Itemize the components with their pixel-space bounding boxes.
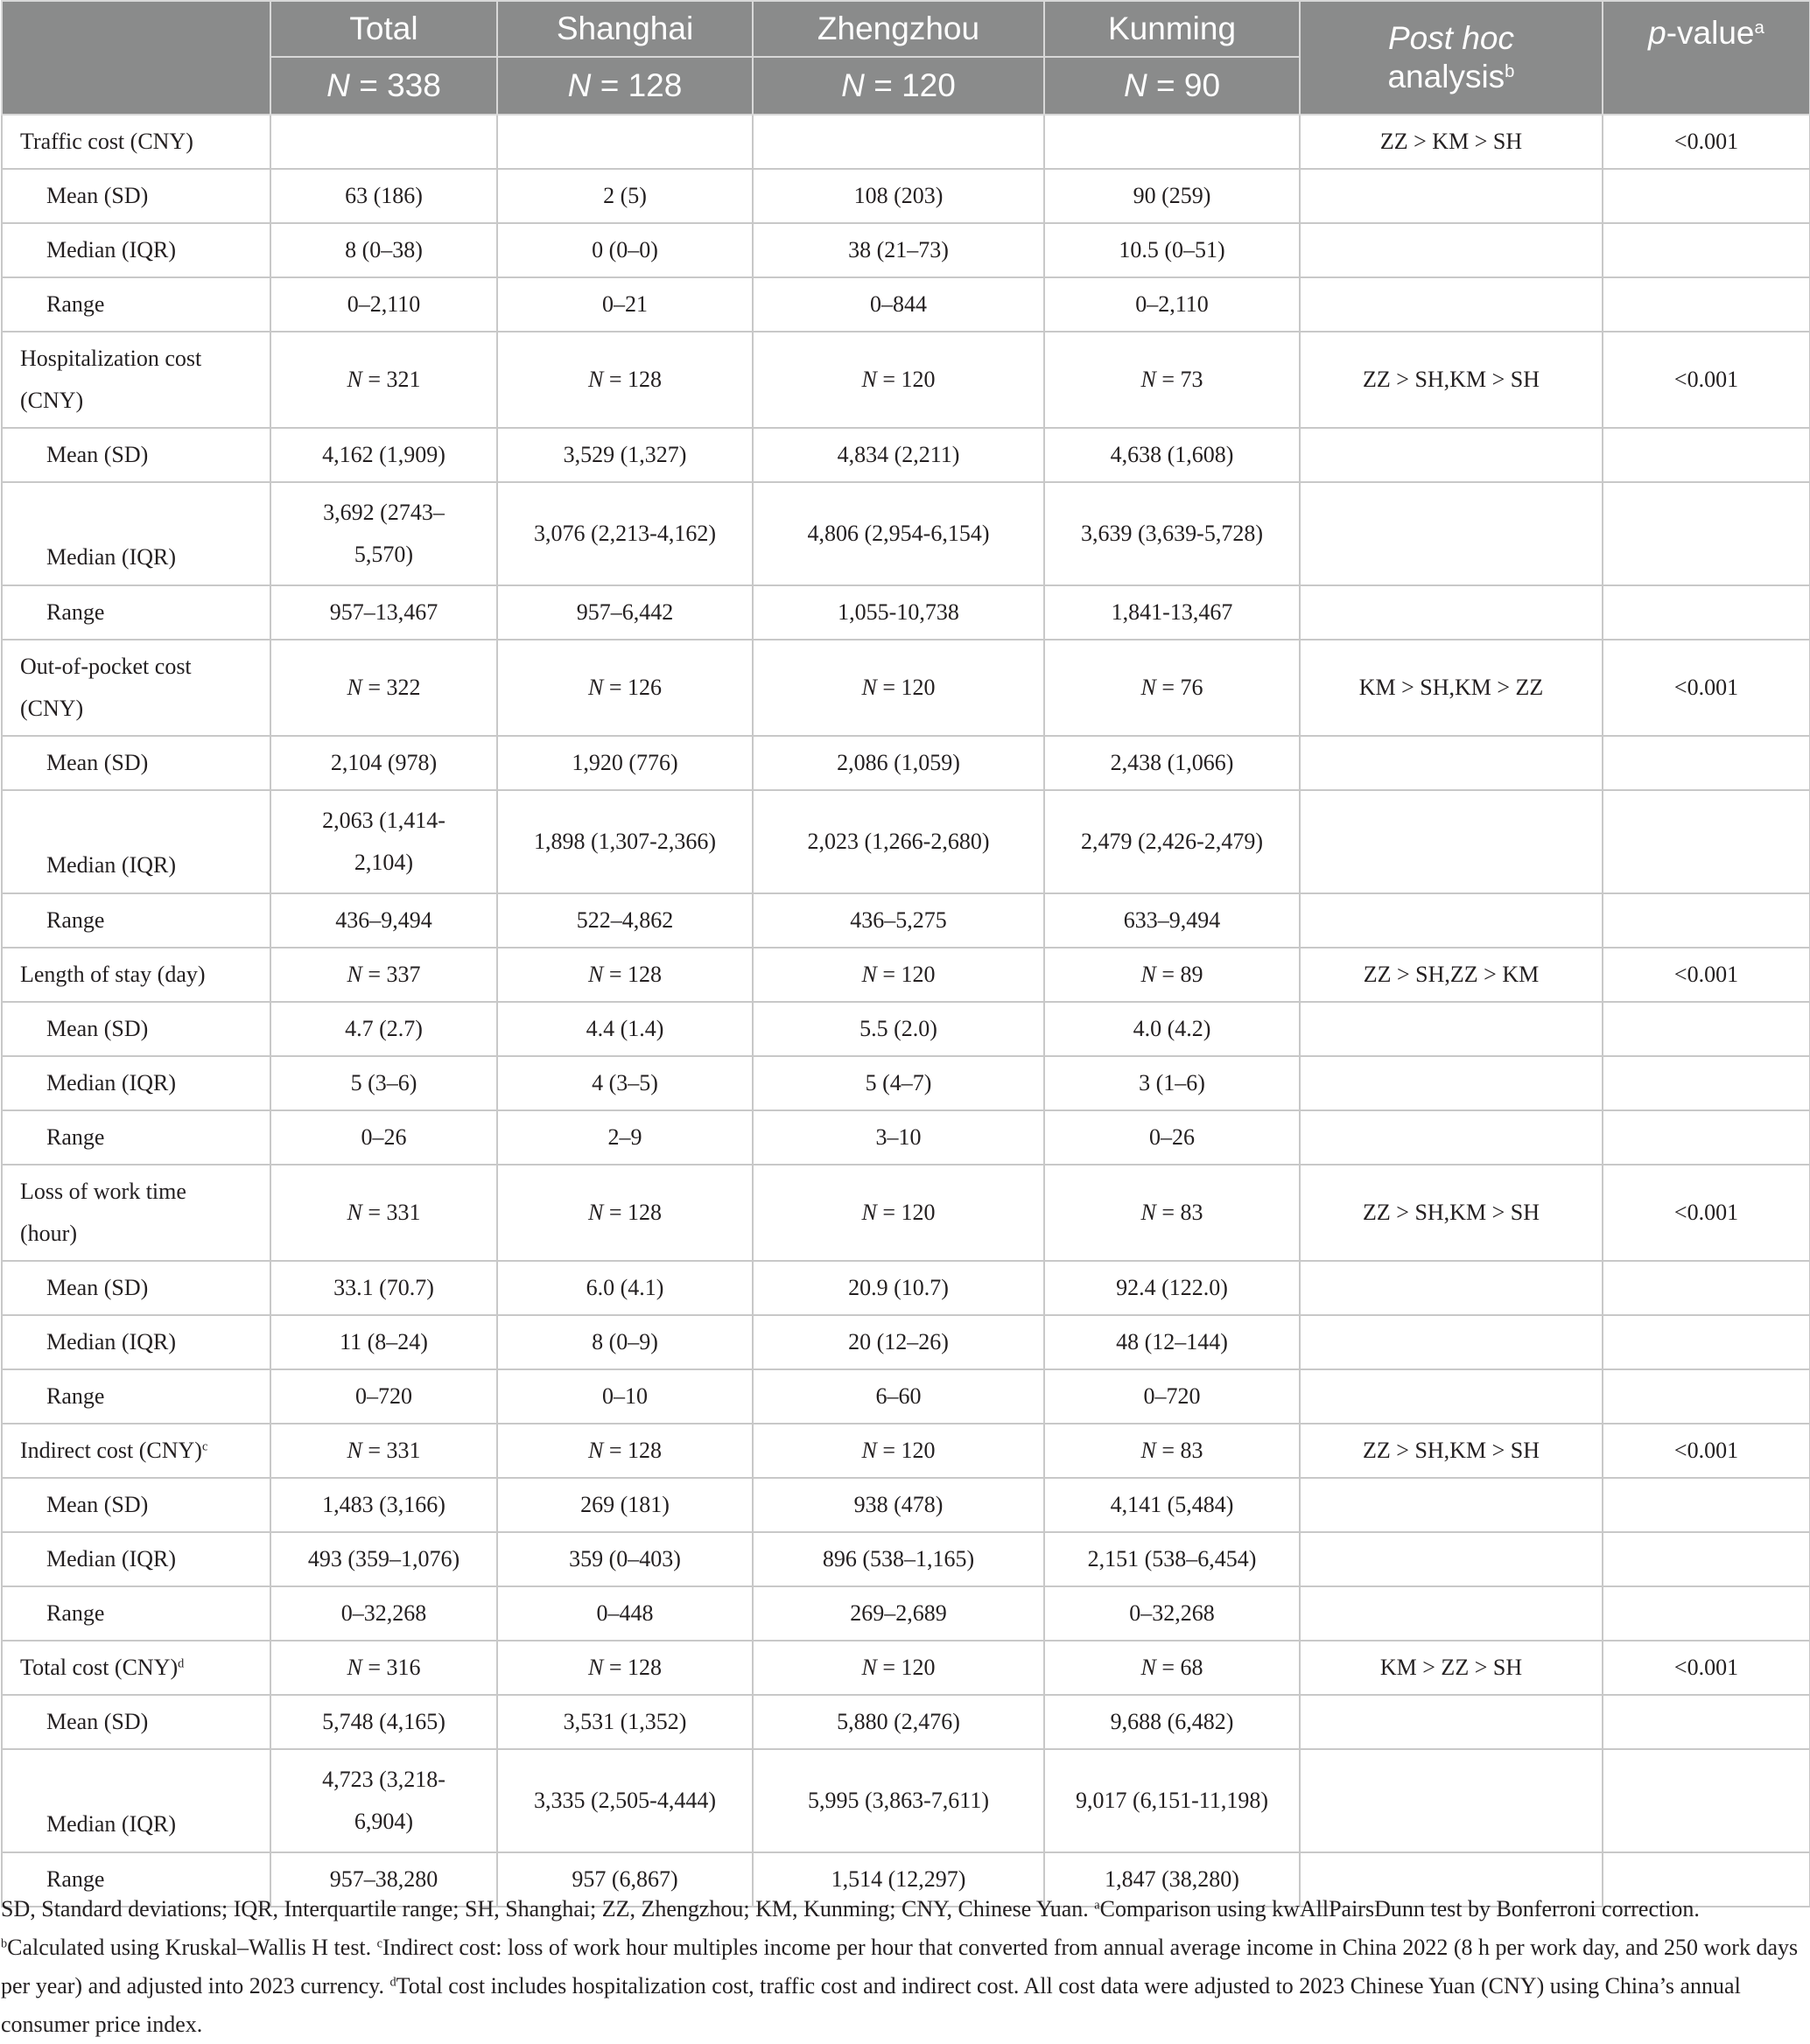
row-label: Median (IQR) [2,1749,270,1852]
pvalue-cell [1603,1586,1810,1641]
table-cell: 5 (4–7) [753,1056,1044,1110]
table-row [2,1110,1810,1165]
footnote-b: Calculated using Kruskal–Wallis H test. [7,1935,372,1960]
table-cell: 38 (21–73) [753,223,1044,277]
table-cell: 5,995 (3,863-7,611) [753,1749,1044,1852]
table-cell: 0–720 [270,1369,497,1424]
table-row [2,1641,1810,1695]
table-cell: N = 73 [1044,332,1300,428]
posthoc-cell [1300,893,1603,948]
posthoc-cell: ZZ > SH,KM > SH [1300,332,1603,428]
pvalue-cell [1603,585,1810,640]
row-label: Mean (SD) [2,1002,270,1056]
table-cell: 108 (203) [753,169,1044,223]
table-cell: N = 120 [753,332,1044,428]
table-cell: 3,076 (2,213-4,162) [497,482,753,585]
table-cell: N = 120 [753,1424,1044,1478]
posthoc-line2: analysis [1387,59,1505,94]
table-cell: 6–60 [753,1369,1044,1424]
header-shanghai-n: N = 128 [497,57,753,115]
posthoc-cell [1300,223,1603,277]
table-cell: 633–9,494 [1044,893,1300,948]
table-row [2,736,1810,790]
table-row [2,585,1810,640]
table-cell: 0–2,110 [1044,277,1300,332]
posthoc-line1: Post hoc [1388,20,1514,56]
posthoc-cell [1300,1369,1603,1424]
posthoc-sup: b [1505,61,1515,81]
table-row [2,948,1810,1002]
pvalue-cell [1603,1369,1810,1424]
table-body [2,115,1810,1907]
table-cell: 4,162 (1,909) [270,428,497,482]
table-cell: 6.0 (4.1) [497,1261,753,1315]
table-cell: 20.9 (10.7) [753,1261,1044,1315]
table-cell: 63 (186) [270,169,497,223]
table-cell: 10.5 (0–51) [1044,223,1300,277]
row-label: Mean (SD) [2,1478,270,1532]
table-cell: 2–9 [497,1110,753,1165]
row-label: Range [2,1586,270,1641]
table-cell: 92.4 (122.0) [1044,1261,1300,1315]
posthoc-cell: ZZ > SH,KM > SH [1300,1165,1603,1261]
posthoc-cell [1300,1586,1603,1641]
posthoc-cell [1300,1056,1603,1110]
pvalue-cell: <0.001 [1603,1641,1810,1695]
table-footnote [0,1890,1800,2044]
posthoc-cell [1300,1261,1603,1315]
table-cell: 2,086 (1,059) [753,736,1044,790]
header-zhengzhou-n: N = 120 [753,57,1044,115]
table-cell: N = 120 [753,640,1044,736]
table-row [2,1532,1810,1586]
footnote-b-mark: b [1,1936,8,1951]
table-cell: 957–38,280 [270,1852,497,1907]
posthoc-cell [1300,1749,1603,1852]
table-cell: 5,748 (4,165) [270,1695,497,1749]
posthoc-cell: ZZ > KM > SH [1300,115,1603,169]
table-cell: 1,920 (776) [497,736,753,790]
pvalue-cell [1603,1532,1810,1586]
table-cell: N = 128 [497,1424,753,1478]
table-cell: N = 337 [270,948,497,1002]
table-row [2,1695,1810,1749]
pvalue-cell [1603,1056,1810,1110]
table-cell: N = 128 [497,1641,753,1695]
row-label: Median (IQR) [2,223,270,277]
footnote-d: Total cost includes hospitalization cost, traffic cost and indirect cost. All cost data were adjusted to 2023 Chinese Yuan (CNY) using China’s annual consumer price index. [1,1973,1741,2037]
pvalue-cell: <0.001 [1603,332,1810,428]
row-label: Indirect cost (CNY)$^c$ [2,1424,270,1478]
row-label: Range [2,277,270,332]
table-row [2,1315,1810,1369]
table-cell: 3 (1–6) [1044,1056,1300,1110]
table-cell: N = 128 [497,948,753,1002]
pvalue-cell [1603,1478,1810,1532]
table-cell: N = 321 [270,332,497,428]
pvalue-cell [1603,893,1810,948]
row-label: Out-of-pocket cost (CNY) [2,640,270,736]
table-cell: N = 128 [497,1165,753,1261]
table-cell: 0 (0–0) [497,223,753,277]
row-label: Total cost (CNY)$^d$ [2,1641,270,1695]
table-cell: N = 331 [270,1165,497,1261]
table-cell: N = 128 [497,332,753,428]
pvalue-cell: <0.001 [1603,640,1810,736]
footnote-c-mark: c [376,1936,383,1951]
posthoc-cell [1300,790,1603,893]
row-label: Mean (SD) [2,1695,270,1749]
posthoc-cell: ZZ > SH,ZZ > KM [1300,948,1603,1002]
table-cell: 522–4,862 [497,893,753,948]
cost-table [1,0,1810,1908]
table-cell: N = 322 [270,640,497,736]
table-cell: 5 (3–6) [270,1056,497,1110]
table-row [2,1002,1810,1056]
table-row [2,1586,1810,1641]
table-row [2,223,1810,277]
table-cell: 1,841-13,467 [1044,585,1300,640]
footnote-abbreviations: SD, Standard deviations; IQR, Interquartile range; SH, Shanghai; ZZ, Zhengzhou; KM, Kunming; CNY, Chinese Yuan. [1,1896,1089,1922]
pvalue-cell [1603,1110,1810,1165]
posthoc-cell [1300,736,1603,790]
table-cell: 2,023 (1,266-2,680) [753,790,1044,893]
table-cell: 5,880 (2,476) [753,1695,1044,1749]
table-row [2,169,1810,223]
row-label: Median (IQR) [2,790,270,893]
row-label: Median (IQR) [2,1056,270,1110]
table-cell: 0–21 [497,277,753,332]
table-cell: 33.1 (70.7) [270,1261,497,1315]
table-cell: 269–2,689 [753,1586,1044,1641]
posthoc-cell [1300,1478,1603,1532]
pvalue-cell [1603,736,1810,790]
table-cell: N = 68 [1044,1641,1300,1695]
table-cell: 3,692 (2743– 5,570) [270,482,497,585]
posthoc-cell [1300,169,1603,223]
table-row [2,1165,1810,1261]
table-cell: 8 (0–38) [270,223,497,277]
posthoc-cell [1300,1315,1603,1369]
header-kunming: Kunming [1044,1,1300,57]
pvalue-cell [1603,277,1810,332]
row-label: Loss of work time (hour) [2,1165,270,1261]
table-row [2,640,1810,736]
posthoc-cell [1300,428,1603,482]
table-cell: N = 316 [270,1641,497,1695]
pvalue-sup: a [1754,18,1764,38]
pvalue-cell [1603,1749,1810,1852]
table-cell: 3–10 [753,1110,1044,1165]
row-label: Range [2,893,270,948]
table-cell: 2,063 (1,414- 2,104) [270,790,497,893]
table-cell: 0–26 [270,1110,497,1165]
table-cell: N = 120 [753,1641,1044,1695]
table-cell: 4,638 (1,608) [1044,428,1300,482]
table-cell: 1,898 (1,307-2,366) [497,790,753,893]
pvalue-cell [1603,482,1810,585]
table-cell: 3,335 (2,505-4,444) [497,1749,753,1852]
table-cell: 2,438 (1,066) [1044,736,1300,790]
pvalue-cell [1603,1002,1810,1056]
table-cell: N = 120 [753,948,1044,1002]
row-label: Traffic cost (CNY) [2,115,270,169]
table-cell: 8 (0–9) [497,1315,753,1369]
posthoc-cell [1300,1002,1603,1056]
header-blank-cell [2,1,270,115]
table-cell: N = 89 [1044,948,1300,1002]
table-cell: 4,806 (2,954-6,154) [753,482,1044,585]
row-label: Range [2,585,270,640]
table-cell: 4 (3–5) [497,1056,753,1110]
pvalue-cell: <0.001 [1603,948,1810,1002]
table-row [2,482,1810,585]
table-cell: 938 (478) [753,1478,1044,1532]
row-label: Range [2,1369,270,1424]
table-row [2,893,1810,948]
table-cell: 0–720 [1044,1369,1300,1424]
footnote-d-mark: d [389,1975,396,1990]
table-row [2,1749,1810,1852]
table-cell: 0–32,268 [1044,1586,1300,1641]
table-cell: N = 126 [497,640,753,736]
table-cell: 0–2,110 [270,277,497,332]
table-cell: 9,688 (6,482) [1044,1695,1300,1749]
table-cell: 9,017 (6,151-11,198) [1044,1749,1300,1852]
table-cell: 11 (8–24) [270,1315,497,1369]
posthoc-cell: KM > ZZ > SH [1300,1641,1603,1695]
table-cell [1044,115,1300,169]
table-cell: 5.5 (2.0) [753,1002,1044,1056]
header-posthoc [1300,1,1603,115]
table-cell: 0–10 [497,1369,753,1424]
row-label: Mean (SD) [2,1261,270,1315]
table-cell: 0–448 [497,1586,753,1641]
table-cell: 957 (6,867) [497,1852,753,1907]
posthoc-cell [1300,277,1603,332]
table-cell: 90 (259) [1044,169,1300,223]
table-cell: 48 (12–144) [1044,1315,1300,1369]
table-cell: 2,479 (2,426-2,479) [1044,790,1300,893]
footnote-a-mark: a [1094,1898,1100,1913]
pvalue-rest: -value [1666,15,1755,51]
footnote-a: Comparison using kwAllPairsDunn test by Bonferroni correction. [1099,1896,1700,1922]
pvalue-cell [1603,223,1810,277]
table-cell: 1,847 (38,280) [1044,1852,1300,1907]
table-row [2,1261,1810,1315]
pvalue-cell [1603,1315,1810,1369]
table-cell: N = 331 [270,1424,497,1478]
table-cell: 0–26 [1044,1110,1300,1165]
row-label: Length of stay (day) [2,948,270,1002]
table-row [2,1424,1810,1478]
row-label: Range [2,1110,270,1165]
header-kunming-n: N = 90 [1044,57,1300,115]
row-label: Mean (SD) [2,169,270,223]
posthoc-cell [1300,1110,1603,1165]
table-row [2,1369,1810,1424]
pvalue-cell: <0.001 [1603,1424,1810,1478]
table-cell: 1,514 (12,297) [753,1852,1044,1907]
table-cell: 2 (5) [497,169,753,223]
pvalue-cell [1603,790,1810,893]
header-total-n: N = 338 [270,57,497,115]
table-cell: 957–13,467 [270,585,497,640]
row-label: Mean (SD) [2,428,270,482]
table-cell: 3,639 (3,639-5,728) [1044,482,1300,585]
row-label: Median (IQR) [2,1315,270,1369]
table-cell: 269 (181) [497,1478,753,1532]
table-cell: 4.7 (2.7) [270,1002,497,1056]
pvalue-cell: <0.001 [1603,115,1810,169]
table-cell: N = 83 [1044,1424,1300,1478]
table-cell: 4,834 (2,211) [753,428,1044,482]
table-cell: 436–5,275 [753,893,1044,948]
row-label: Median (IQR) [2,482,270,585]
table-cell: 4.4 (1.4) [497,1002,753,1056]
table-header [2,1,1810,115]
pvalue-cell [1603,428,1810,482]
table-row [2,332,1810,428]
table-row [2,115,1810,169]
table-cell: 3,531 (1,352) [497,1695,753,1749]
pvalue-cell: <0.001 [1603,1165,1810,1261]
pvalue-italic: p [1648,15,1666,51]
pvalue-cell [1603,1261,1810,1315]
header-total: Total [270,1,497,57]
posthoc-cell: KM > SH,KM > ZZ [1300,640,1603,736]
table-cell: 1,055-10,738 [753,585,1044,640]
row-label: Hospitalization cost (CNY) [2,332,270,428]
table-cell: 957–6,442 [497,585,753,640]
header-pvalue [1603,1,1810,115]
table-row [2,790,1810,893]
table-cell: 4,141 (5,484) [1044,1478,1300,1532]
table-cell: 896 (538–1,165) [753,1532,1044,1586]
table-cell: 3,529 (1,327) [497,428,753,482]
table-cell: 1,483 (3,166) [270,1478,497,1532]
pvalue-cell [1603,169,1810,223]
table-cell: 2,104 (978) [270,736,497,790]
posthoc-cell [1300,482,1603,585]
posthoc-cell: ZZ > SH,KM > SH [1300,1424,1603,1478]
table-cell: N = 120 [753,1165,1044,1261]
header-shanghai: Shanghai [497,1,753,57]
table-row [2,277,1810,332]
table-cell: N = 76 [1044,640,1300,736]
table-cell: 2,151 (538–6,454) [1044,1532,1300,1586]
table-cell: 4,723 (3,218- 6,904) [270,1749,497,1852]
table-cell: 20 (12–26) [753,1315,1044,1369]
table-cell: 493 (359–1,076) [270,1532,497,1586]
table-cell: 359 (0–403) [497,1532,753,1586]
table-cell: 436–9,494 [270,893,497,948]
table-row [2,1056,1810,1110]
posthoc-cell [1300,1532,1603,1586]
posthoc-cell [1300,1695,1603,1749]
table-cell: N = 83 [1044,1165,1300,1261]
table-cell: 0–844 [753,277,1044,332]
header-zhengzhou: Zhengzhou [753,1,1044,57]
row-label: Mean (SD) [2,736,270,790]
footnote-c: Indirect cost: loss of work hour multiples income per hour that converted from annual average income in China 2022 (8 h per work day, and 250 work days per year) and adjusted into 2023 currency. [1,1935,1799,1998]
table-row [2,428,1810,482]
table-cell: 0–32,268 [270,1586,497,1641]
posthoc-cell [1300,585,1603,640]
table-row [2,1478,1810,1532]
table-cell [497,115,753,169]
pvalue-cell [1603,1695,1810,1749]
table-cell: 4.0 (4.2) [1044,1002,1300,1056]
table-cell [753,115,1044,169]
row-label: Median (IQR) [2,1532,270,1586]
table-cell [270,115,497,169]
row-label: Range [2,1852,270,1907]
